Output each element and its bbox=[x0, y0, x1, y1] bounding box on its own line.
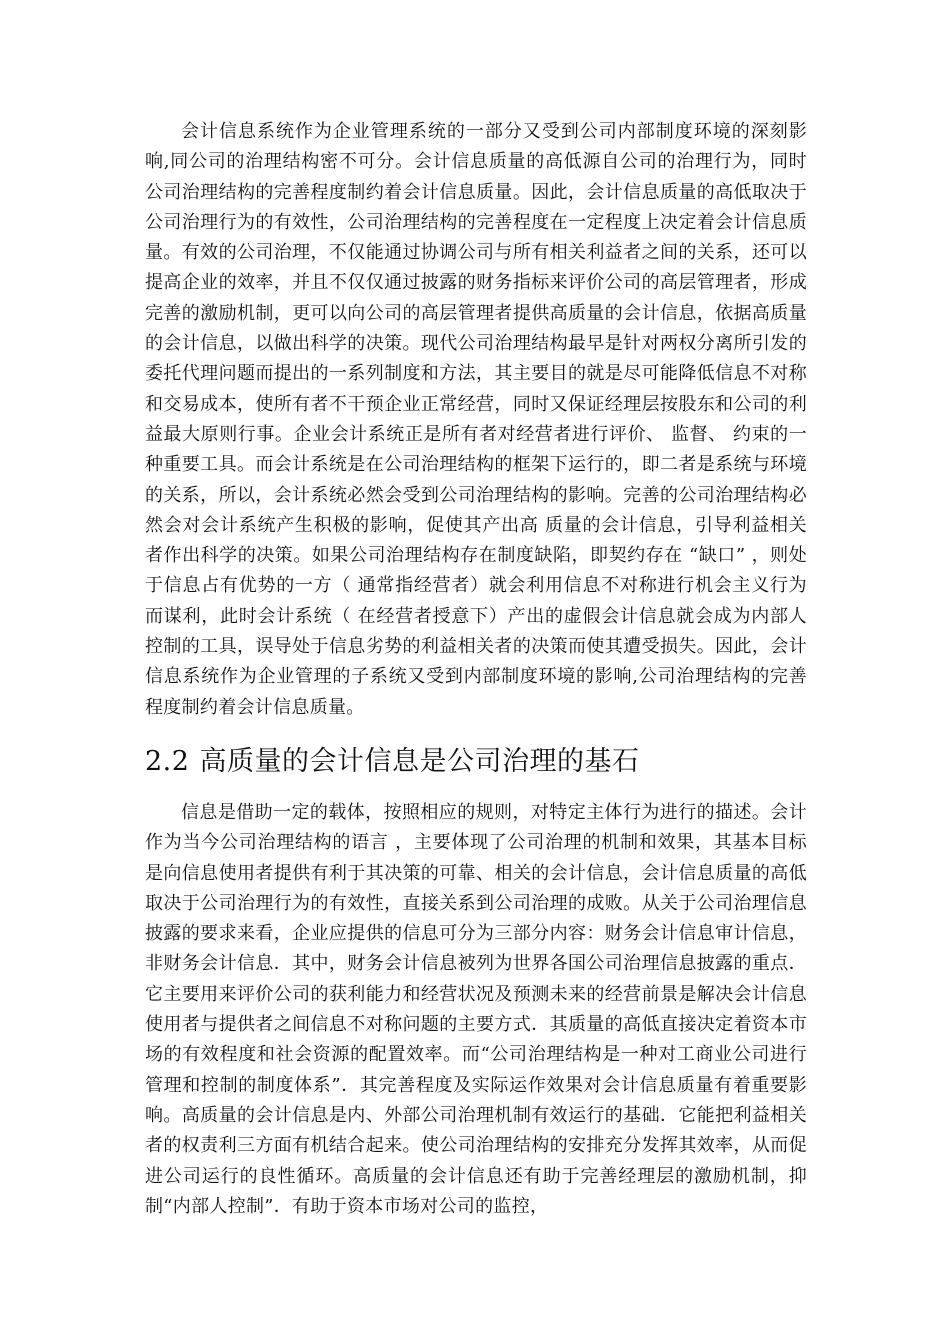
page-content bbox=[145, 117, 807, 1222]
body-paragraph-information-definition: 信息是借助一定的载体，按照相应的规则，对特定主体行为进行的描述。会计作为当今公司治理结构的语言 ，主要体现了公司治理的机制和效果，其基本目标是向信息使用者提供有利于其决策的可靠、相关的会计信息，会计信息质量的高低取决于公司治理行为的有效性，直接关系到公司治理的成败。从关于公司治理信息披露的要求来看，企业应提供的信息可分为三部分内容：财务会计信息审计信息，非财务会计信息．其中，财务会计信息被列为世界各国公司治理信息披露的重点．它主要用来评价公司的获利能力和经营状况及预测未来的经营前景是解决会计信息使用者与提供者之间信息不对称问题的主要方式．其质量的高低直接决定着资本市场的有效程度和社会资源的配置效率。而“公司治理结构是一种对工商业公司进行管理和控制的制度体系”．其完善程度及实际运作效果对会计信息质量有着重要影响。高质量的会计信息是内、外部公司治理机制有效运行的基础．它能把利益相关者的权责利三方面有机结合起来。使公司治理结构的安排充分发挥其效率，从而促进公司运行的良性循环。高质量的会计信息还有助于完善经理层的激励机制，抑制“内部人控制”．有助于资本市场对公司的监控， bbox=[145, 801, 807, 1217]
section-title: 高质量的会计信息是公司治理的基石 bbox=[199, 745, 640, 777]
section-number: 2.2 bbox=[145, 745, 190, 777]
section-heading bbox=[145, 741, 807, 783]
body-paragraph-governance-environment: 会计信息系统作为企业管理系统的一部分又受到公司内部制度环境的深刻影响,同公司的治理结构密不可分。会计信息质量的高低源自公司的治理行为，同时公司治理结构的完善程度制约着会计信息质量。因此，会计信息质量的高低取决于公司治理行为的有效性，公司治理结构的完善程度在一定程度上决定着会计信息质量。有效的公司治理，不仅能通过协调公司与所有相关利益者之间的关系，还可以提高企业的效率，并且不仅仅通过披露的财务指标来评价公司的高层管理者，形成完善的激励机制，更可以向公司的高层管理者提供高质量的会计信息，依据高质量的会计信息，以做出科学的决策。现代公司治理结构最早是针对两权分离所引发的委托代理问题而提出的一系列制度和方法，其主要目的就是尽可能降低信息不对称和交易成本，使所有者不干预企业正常经营，同时又保证经理层按股东和公司的利益最大原则行事。企业会计系统正是所有者对经营者进行评价、 监督、 约束的一种重要工具。而会计系统是在公司治理结构的框架下运行的，即二者是系统与环境的关系，所以，会计系统必然会受到公司治理结构的影响。完善的公司治理结构必然会对会计系统产生积极的影响，促使其产出高 质量的会计信息，引导利益相关者作出科学的决策。如果公司治理结构存在制度缺陷，即契约存在 “缺口” ，则处于信息占有优势的一方（ 通常指经营者）就会利用信息不对称进行机会主义行为而谋利，此时会计系统（ 在经营者授意下）产出的虚假会计信息就会成为内部人控制的工具，误导处于信息劣势的利益相关者的决策而使其遭受损失。因此，会计信息系统作为企业管理的子系统又受到内部制度环境的影响,公司治理结构的完善程度制约着会计信息质量。 bbox=[145, 121, 807, 718]
